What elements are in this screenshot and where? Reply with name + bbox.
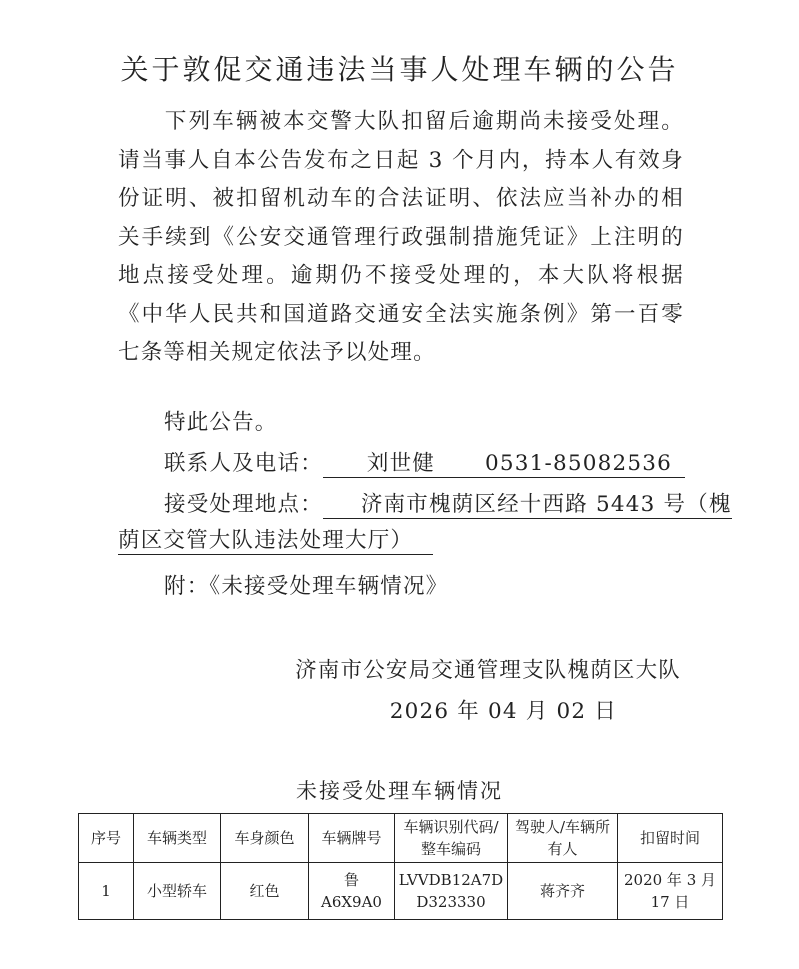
notice-body xyxy=(118,103,684,373)
location-value-line1: 济南市槐荫区经十西路 5443 号（槐 xyxy=(323,492,732,519)
location-line-2 xyxy=(118,528,433,555)
header-body-color: 车身颜色 xyxy=(221,814,309,863)
contact-label: 联系人及电话： xyxy=(164,451,323,476)
location-value-line2: 荫区交管大队违法处理大厅） xyxy=(118,528,433,555)
vehicle-table xyxy=(78,813,723,920)
contact-name: 刘世健 xyxy=(366,451,436,476)
contact-phone: 0531-85082536 xyxy=(485,451,673,476)
cell-plate: 鲁 A6X9A0 xyxy=(309,863,395,920)
header-plate: 车辆牌号 xyxy=(309,814,395,863)
location-label: 接受处理地点： xyxy=(164,492,323,517)
header-owner: 驾驶人/车辆所有人 xyxy=(508,814,618,863)
cell-vin: LVVDB12A7DD323330 xyxy=(395,863,508,920)
header-index: 序号 xyxy=(79,814,134,863)
table-row xyxy=(79,863,723,920)
header-vehicle-type: 车辆类型 xyxy=(134,814,221,863)
table-title: 未接受处理车辆情况 xyxy=(296,779,503,803)
issuer: 济南市公安局交通管理支队槐荫区大队 xyxy=(295,658,681,683)
location-line xyxy=(164,487,732,519)
cell-vehicle-type: 小型轿车 xyxy=(134,863,221,920)
contact-line xyxy=(164,446,685,478)
cell-body-color: 红色 xyxy=(221,863,309,920)
notice-close: 特此公告。 xyxy=(164,410,278,435)
cell-owner: 蒋齐齐 xyxy=(508,863,618,920)
attachment-note: 附：《未接受处理车辆情况》 xyxy=(164,574,449,599)
notice-body-text: 下列车辆被本交警大队扣留后逾期尚未接受处理。请当事人自本公告发布之日起 3 个月内，持本人有效身份证明、被扣留机动车的合法证明、依法应当补办的相关手续到《公安交通管理行政强制措施凭证》上注明的地点接受处理。逾期仍不接受处理的，本大队将根据《中华人民共和国道路交通安全法实施条例》第一百零七条等相关规定依法予以处理。 xyxy=(118,109,684,365)
issue-date: 2026 年 04 月 02 日 xyxy=(389,699,617,724)
table-header-row xyxy=(79,814,723,863)
contact-value xyxy=(323,451,685,478)
notice-title: 关于敦促交通违法当事人处理车辆的公告 xyxy=(120,53,679,86)
header-vin: 车辆识别代码/整车编码 xyxy=(395,814,508,863)
cell-index: 1 xyxy=(79,863,134,920)
header-detain-time: 扣留时间 xyxy=(618,814,723,863)
cell-detain-time: 2020 年 3 月 17 日 xyxy=(618,863,723,920)
